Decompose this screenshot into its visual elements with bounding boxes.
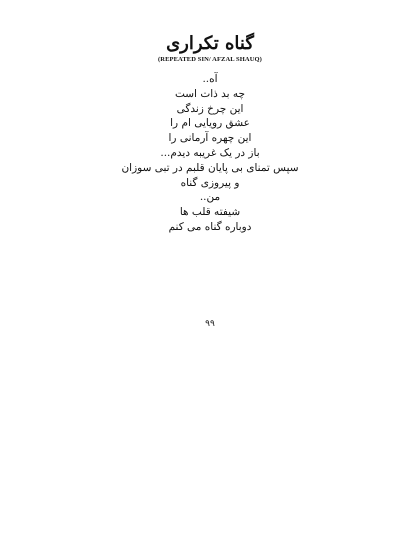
poem-line: آه.. — [202, 73, 218, 85]
poem-line: عشق رویایی ام را — [170, 117, 250, 130]
poem-line: این چهره آرمانی را — [168, 132, 252, 145]
poem-line: باز در یک غریبه دیدم... — [160, 146, 260, 159]
poem-line: و پیروزی گناه — [180, 176, 240, 189]
poem-line: این چرخ زندگی — [176, 102, 244, 115]
poem-line: من.. — [199, 191, 221, 204]
poem-title: گناه تکراری — [166, 33, 254, 54]
poem-line: چه بد ذات است — [174, 87, 246, 100]
page-number: ۹۹ — [205, 319, 215, 329]
poem-subtitle: (REPEATED SIN/ AFZAL SHAUQ) — [158, 56, 262, 63]
poem-line: سپس تمنای بی پایان قلبم در تبی سوزان — [121, 161, 299, 174]
poem-line: دوباره گناه می کنم — [168, 220, 252, 233]
poem-body — [0, 72, 420, 235]
poem-line: شیفته قلب ها — [179, 206, 241, 219]
